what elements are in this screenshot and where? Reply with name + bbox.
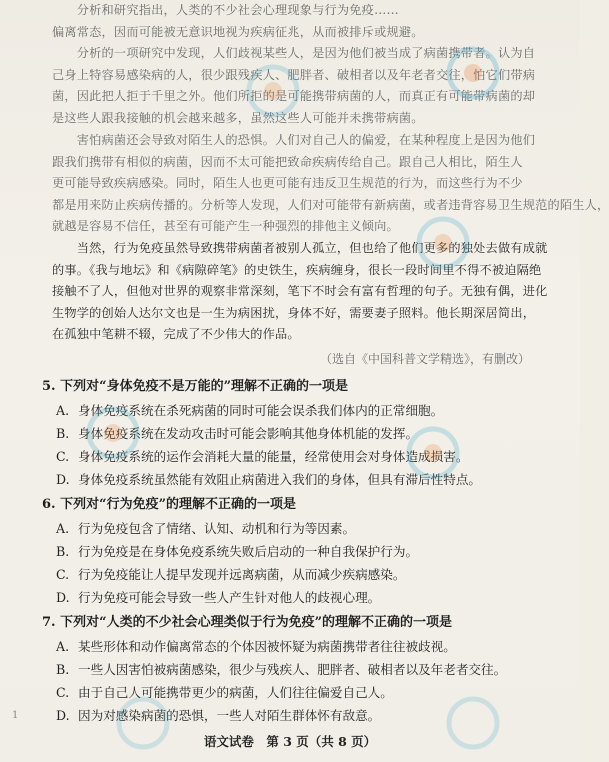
option-text: 身体免疫系统虽然能有效阻止病菌进入我们的身体，但具有滞后性特点。 — [78, 472, 481, 487]
option-text: 某些形体和动作偏离常态的个体因被怀疑为病菌携带者往往被歧视。 — [78, 639, 456, 654]
source-citation: （选自《中国科普文学精选》，有删改） — [320, 352, 531, 366]
text-line: 己身上特容易感染病的人，很少跟残疾人、肥胖者、破相者以及年老者交往，怕它们带病 — [52, 67, 536, 82]
text-line: 是这些人跟我接触的机会越来越多，虽然这些人可能并未携带病菌。 — [52, 110, 424, 125]
text-line: 分析和研究指出，人类的不少社会心理现象与行为免疫…… — [52, 3, 399, 17]
passage-paragraph-1 — [52, 0, 538, 43]
option-letter: B. — [56, 662, 70, 677]
margin-mark: 1 — [12, 710, 19, 721]
question-6-option-b[interactable] — [56, 541, 418, 560]
option-text: 由于自己人可能携带更少的病菌，人们往往偏爱自己人。 — [78, 685, 393, 700]
option-letter: A. — [56, 403, 70, 418]
option-letter: D. — [56, 472, 70, 487]
text-line: 生物学的创始人达尔文也是一生为病困扰，身体不好，需要妻子照料。他长期深居简出， — [52, 305, 536, 320]
option-letter: B. — [56, 544, 70, 559]
text-line: 的事。《我与地坛》和《病隙碎笔》的史铁生，疾病缠身，很长一段时间里不得不被迫隔绝 — [52, 262, 542, 277]
text-line: 都是用来防止疾病传播的。分析等人发现，人们对可能带有新病菌，或者违背容易卫生规范的陌生人， — [52, 197, 609, 212]
question-6-option-d[interactable] — [56, 587, 380, 606]
option-letter: B. — [56, 426, 70, 441]
text-line: 跟我们携带有相似的病菌，因而不太可能把致命疾病传给自己。跟自己人相比，陌生人 — [52, 154, 523, 169]
option-letter: D. — [56, 708, 70, 723]
question-7-option-a[interactable] — [56, 636, 456, 655]
text-line: 偏离常态，因而可能被无意识地视为疾病征兆，从而被排斥或规避。 — [52, 24, 424, 39]
question-5-option-b[interactable] — [56, 423, 418, 442]
option-text: 行为免疫能让人提早发现并远离病菌，从而减少疾病感染。 — [78, 567, 406, 582]
passage-paragraph-2 — [52, 43, 538, 129]
text-line: 在孤独中笔耕不辍，完成了不少伟大的作品。 — [52, 327, 300, 342]
option-text: 身体免疫系统在发动攻击时可能会影响其他身体机能的发挥。 — [78, 426, 419, 441]
passage-paragraph-3 — [52, 130, 609, 238]
option-letter: C. — [56, 567, 70, 582]
question-5-stem: 5. 下列对“身体免疫不是万能的”理解不正确的一项是 — [42, 379, 349, 394]
text-line: 当然，行为免疫虽然导致携带病菌者被别人孤立，但也给了他们更多的独处去做有成就 — [52, 241, 548, 255]
option-text: 行为免疫包含了情绪、认知、动机和行为等因素。 — [78, 521, 356, 536]
page-footer: 语文试卷 第 3 页（共 8 页） — [203, 734, 377, 749]
question-7-option-d[interactable] — [56, 705, 380, 724]
passage-paragraph-4 — [52, 238, 548, 346]
text-line: 接触不了人，但他对世界的观察非常深刻，笔下不时会有富有哲理的句子。无独有偶，进化 — [52, 284, 548, 299]
question-6-option-a[interactable] — [56, 518, 355, 537]
text-line: 害怕病菌还会导致对陌生人的恐惧。人们对自己人的偏爱，在某种程度上是因为他们 — [52, 133, 536, 147]
option-letter: C. — [56, 685, 70, 700]
question-6-option-c[interactable] — [56, 564, 405, 583]
question-7-stem: 7. 下列对“人类的不少社会心理类似于行为免疫”的理解不正确的一项是 — [42, 615, 453, 630]
text-line: 菌，因此把人拒于千里之外。他们所拒的是可能携带病菌的人，而真正有可能带病菌的却 — [52, 89, 536, 104]
option-text: 行为免疫是在身体免疫系统失败后启动的一种自我保护行为。 — [78, 544, 419, 559]
text-line: 更可能导致疾病感染。同时，陌生人也更可能有违反卫生规范的行为，而这些行为不少 — [52, 176, 523, 191]
question-5-option-d[interactable] — [56, 469, 481, 488]
option-text: 身体免疫系统的运作会消耗大量的能量，经常使用会对身体造成损害。 — [78, 449, 469, 464]
text-line: 就越是容易不信任，甚至有可能产生一种强烈的排他主义倾向。 — [52, 219, 399, 234]
question-7-option-c[interactable] — [56, 682, 393, 701]
option-letter: A. — [56, 639, 70, 654]
option-letter: A. — [56, 521, 70, 536]
question-6-stem: 6. 下列对“行为免疫”的理解不正确的一项是 — [42, 497, 297, 512]
option-text: 身体免疫系统在杀死病菌的同时可能会误杀我们体内的正常细胞。 — [78, 403, 444, 418]
option-text: 一些人因害怕被病菌感染，很少与残疾人、肥胖者、破相者以及年老者交往。 — [78, 662, 507, 677]
question-7-option-b[interactable] — [56, 659, 506, 678]
option-text: 行为免疫可能会导致一些人产生针对他人的歧视心理。 — [78, 590, 381, 605]
question-5-option-a[interactable] — [56, 400, 443, 419]
text-line: 分析的一项研究中发现，人们歧视某些人，是因为他们被当成了病菌携带者。认为自 — [52, 46, 536, 60]
option-text: 因为对感染病菌的恐惧，一些人对陌生群体怀有敌意。 — [78, 708, 381, 723]
option-letter: D. — [56, 590, 70, 605]
option-letter: C. — [56, 449, 70, 464]
question-5-option-c[interactable] — [56, 446, 468, 465]
